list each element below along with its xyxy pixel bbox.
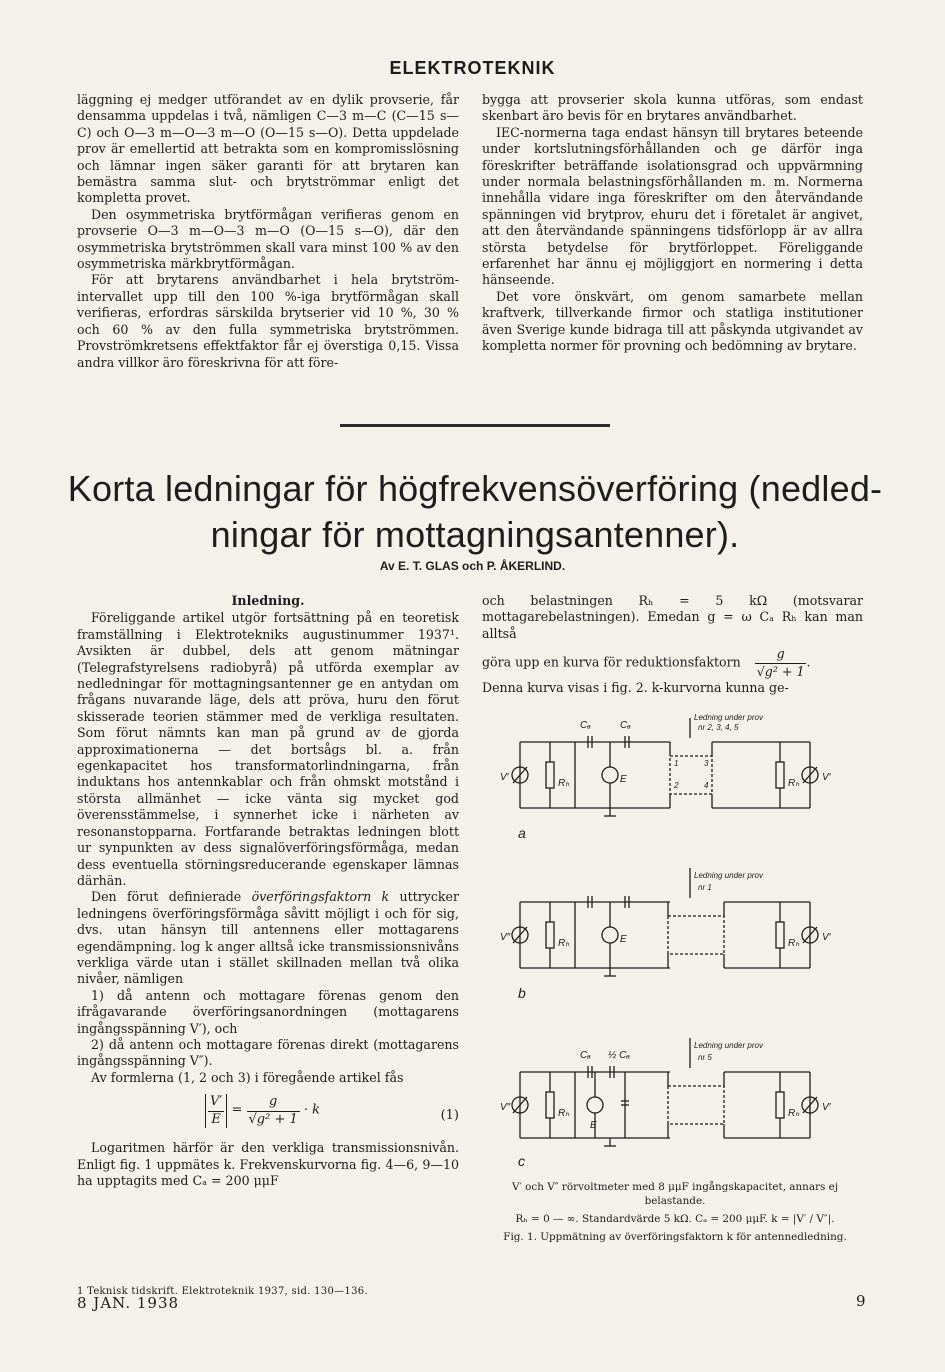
label-e: E bbox=[590, 1120, 597, 1131]
paragraph: Logaritmen härför är den verkliga transmissionsnivån. Enligt fig. 1 uppmätes k. Frekvenskurvorna fig. 4—6, 9—10 ha upptagits med Cₐ = 200 μμF bbox=[77, 1140, 459, 1188]
paragraph: Av formlerna (1, 2 och 3) i föregående artikel fås bbox=[91, 1069, 404, 1085]
note-a2: nr 2, 3, 4, 5 bbox=[698, 723, 739, 732]
bottom-left-column bbox=[77, 593, 459, 1189]
formula-number: (1) bbox=[440, 1108, 459, 1124]
note-b2: nr 1 bbox=[698, 883, 712, 892]
note-a1: Ledning under prov bbox=[694, 713, 763, 722]
byline: Av E. T. GLAS och P. ÅKERLIND. bbox=[379, 559, 566, 573]
svg-text:1: 1 bbox=[674, 759, 679, 768]
label-a: a bbox=[518, 825, 526, 841]
paragraph: Den förut definierade överföringsfaktorn k uttrycker ledningens överföringsförmåga såvitt möjligt i och för sig, dvs. utan hänsyn till antennens eller mottagarens egendämpning. log k anger alltså icke transmissionsnivåns verkliga värde utan i stället skillnaden mellan två olika nivåer, nämligen bbox=[77, 889, 460, 987]
page-number: 9 bbox=[856, 1292, 866, 1310]
paragraph: göra upp en kurva för reduktionsfaktorn $\frac{g}{\text{√g² + 1}}$ . bbox=[482, 646, 811, 679]
paragraph: För att brytarens användbarhet i hela brytströmintervallet upp till den 100 %-iga brytförmågan skall verifieras, erfordras särskilda brytserier vid 10 %, 30 % och 60 % av den fulla symmetriska brytströmmen. Provströmkretsens effektfaktor får ej överstiga 0,15. Vissa andra villkor äro föreskrivna för att före- bbox=[77, 272, 459, 370]
paragraph: läggning ej medger utförandet av en dylik provserie, får densamma uppdelas i två, nämligen C—3 m—C (C—15 s—C) och O—3 m—O—3 m—O (O—15 s—O). Detta uppdelade prov är emellertid att betrakta som en kompromisslösning och lämnar ingen säker garanti för att brytaren kan bemästra samma slut- och brytströmmar enligt det kompletta provet. bbox=[77, 92, 459, 206]
label-rh: Rₕ bbox=[558, 1108, 570, 1119]
paragraph: Den osymmetriska brytförmågan verifieras genom en provserie O—3 m—O—3 m—O (O—15 s—O), där den osymmetriska brytströmmen skall vara minst 100 % av den osymmetriska märkbrytförmågan. bbox=[77, 206, 459, 272]
note-c2: nr 5 bbox=[698, 1053, 712, 1062]
title-line-1: Korta ledningar för högfrekvensöverföring (nedled- bbox=[67, 468, 883, 509]
paragraph: 2) då antenn och mottagare förenas direkt (mottagarens ingångsspänning V″). bbox=[77, 1036, 459, 1069]
label-rh: Rₕ bbox=[788, 938, 800, 949]
label-rh: Rₕ bbox=[558, 938, 570, 949]
footnote: 1 Teknisk tidskrift. Elektroteknik 1937, sid. 130—136. bbox=[77, 1286, 368, 1297]
label-v1: V′ bbox=[500, 772, 509, 783]
circuit-figure bbox=[480, 708, 870, 1178]
title-line-2: ningar för mottagningsantenner). bbox=[210, 514, 740, 555]
label-ca-half: ½ Cₐ bbox=[608, 1050, 630, 1061]
label-rh: Rₕ bbox=[558, 778, 570, 789]
svg-text:4: 4 bbox=[704, 781, 709, 790]
circuit-c bbox=[512, 1038, 818, 1146]
top-left-column bbox=[77, 92, 459, 371]
section-heading: Inledning. bbox=[231, 593, 305, 608]
running-head: ELEKTROTEKNIK bbox=[389, 58, 556, 78]
label-e: E bbox=[620, 774, 627, 785]
circuit-a bbox=[512, 718, 818, 816]
top-right-column bbox=[482, 92, 863, 355]
label-v1: V′ bbox=[822, 1102, 831, 1113]
label-rh: Rₕ bbox=[788, 1108, 800, 1119]
label-ca: Cₐ bbox=[580, 1050, 591, 1061]
svg-text:3: 3 bbox=[704, 759, 709, 768]
bottom-right-column bbox=[482, 593, 863, 696]
paragraph: Det vore önskvärt, om genom samarbete mellan kraftverk, tillverkande firmor och statliga institutioner även Sverige kunde bidraga till att påskynda utgivandet av kompletta normer för provning och bedömning av brytare. bbox=[482, 288, 863, 354]
article-title bbox=[60, 466, 890, 558]
svg-text:2: 2 bbox=[674, 781, 679, 790]
note-b1: Ledning under prov bbox=[694, 871, 763, 880]
label-v1: V′ bbox=[822, 932, 831, 943]
label-c: c bbox=[518, 1153, 525, 1169]
label-v1: V′ bbox=[822, 772, 831, 783]
paragraph: 1) då antenn och mottagare förenas genom den ifrågavarande överföringsanordningen (mottagarens ingångsspänning V′), och bbox=[77, 987, 459, 1036]
paragraph: Föreliggande artikel utgör fortsättning på en teoretisk framställning i Elektrotekniks augustinummer 1937¹. Avsikten är dubbel, dels att genom mätningar (Telegrafstyrelsens radiobyrå) på utförda exemplar av nedledningar för mottagningsantenner ge en antydan om frågans nuvarande läge, dels att pröva, huru den förut skisserade teorien stämmer med de verkliga resultaten. Som förut nämnts kan man på grund av de gjorda approximationerna — det bortsågs bl. a. från egenkapacitet hos transformatorlindningarna, från induktans hos antennkablar och från ohmskt motstånd i största allmänhet — icke vänta sig mycket god överensstämmelse, i synnerhet icke i närheten av resonanstopparna. Fortfarande betraktas ledningen blott ur synpunkten av dess signalöverföringsförmåga, medan dess eventuella störningsreducerande egenskaper lämnas därhän. bbox=[77, 610, 459, 888]
paragraph: bygga att provserier skola kunna utföras, som endast skenbart äro bevis för en brytares användbarhet. bbox=[482, 92, 863, 124]
label-e: E bbox=[620, 934, 627, 945]
section-divider bbox=[340, 424, 610, 427]
label-ca: Cₐ bbox=[580, 720, 591, 731]
label-rh: Rₕ bbox=[788, 778, 800, 789]
circuit-b bbox=[512, 868, 818, 976]
label-v2: V″ bbox=[500, 1102, 511, 1113]
figure-caption: V′ och V″ rörvoltmeter med 8 μμF ingångskapacitet, annars ej belastande. Rₕ = 0 — ∞. Standardvärde 5 kΩ. Cₐ = 200 μμF. k = |V′ / V″|. Fig. 1. Uppmätning av överföringsfaktorn k för antennedledning. bbox=[503, 1181, 847, 1243]
paragraph: Denna kurva visas i fig. 2. k-kurvorna kunna ge- bbox=[482, 680, 789, 696]
page-date: 8 JAN. 1938 bbox=[77, 1294, 180, 1312]
paragraph: IEC-normerna taga endast hänsyn till brytares beteende under kortslutningsförhållanden och ge därför inga föreskrifter beträffande isolationsgrad och uppvärmning under normala belastningsförhållanden m. m. Normerna innehålla vidare inga föreskrifter om den återvändande spänningen vid brytprov, ehuru det i företalet är angivet, att den återvändande spänningens tidsförlopp är av allra största betydelse för brytförloppet. Föreliggande erfarenhet har ännu ej möjliggjort en normering i detta hänseende. bbox=[482, 124, 863, 288]
paragraph: och belastningen Rₕ = 5 kΩ (motsvarar mottagarebelastningen). Emedan g = ω Cₐ Rₕ kan man alltså bbox=[482, 593, 863, 641]
term-overforingsfaktorn: överföringsfaktorn k bbox=[251, 889, 390, 905]
label-ca: Cₐ bbox=[620, 720, 631, 731]
label-b: b bbox=[518, 985, 526, 1001]
formula-1: $\frac{V'}{E}$ = $\frac{g}{\text{√g² + 1}}$ · k (1) bbox=[77, 1088, 459, 1138]
note-c1: Ledning under prov bbox=[694, 1041, 763, 1050]
label-v2: V″ bbox=[500, 932, 511, 943]
